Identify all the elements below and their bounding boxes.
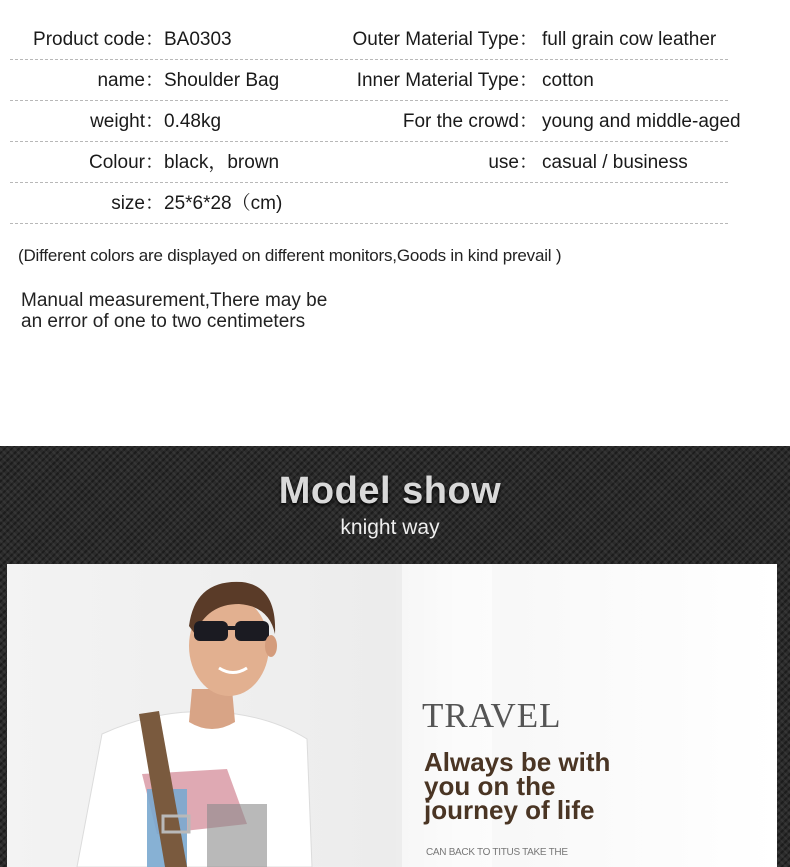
spec-key: Outer Material Type：	[352, 29, 538, 50]
spec-key: Colour：	[89, 152, 164, 173]
measurement-note-line: an error of one to two centimeters	[21, 311, 306, 332]
color-disclaimer: (Different colors are displayed on different monitors,Goods in kind prevail )	[18, 246, 562, 265]
spec-value: cotton	[542, 70, 594, 91]
spec-row-colour	[10, 143, 728, 183]
spec-key: Product code：	[33, 29, 164, 50]
spec-value: BA0303	[164, 29, 232, 50]
spec-value: 0.48kg	[164, 111, 222, 132]
tagline-line: journey of life	[424, 795, 595, 825]
spec-row-product-code	[10, 20, 728, 60]
spec-value: Shoulder Bag	[164, 70, 280, 91]
tagline-line: you on the	[424, 771, 556, 801]
spec-value: black，brown	[164, 152, 280, 173]
spec-key: name：	[97, 70, 164, 91]
model-photo	[7, 564, 777, 867]
spec-key: Inner Material Type：	[356, 70, 538, 91]
spec-key: use：	[488, 152, 538, 173]
spec-row-size	[10, 184, 728, 224]
travel-heading: TRAVEL	[422, 696, 562, 735]
spec-row-weight	[10, 102, 741, 142]
spec-value: casual / business	[542, 152, 688, 173]
section-title: Model show	[278, 470, 502, 512]
spec-value: full grain cow leather	[542, 29, 717, 50]
model-show-section	[0, 446, 790, 867]
section-subtitle: knight way	[340, 516, 440, 539]
spec-value: young and middle-aged	[542, 111, 741, 132]
measurement-note-line: Manual measurement,There may be	[21, 290, 328, 311]
spec-key: size：	[111, 193, 164, 214]
model-illustration	[7, 564, 777, 867]
tagline-line: Always be with	[424, 747, 611, 777]
spec-row-name	[10, 61, 728, 101]
spec-table	[10, 20, 741, 224]
spec-key: weight：	[90, 111, 164, 132]
small-print: CAN BACK TO TITUS TAKE THE	[426, 847, 568, 858]
tagline	[424, 747, 611, 825]
measurement-note	[21, 290, 327, 332]
spec-value: 25*6*28（cm)	[164, 193, 283, 214]
spec-key: For the crowd：	[402, 111, 538, 132]
